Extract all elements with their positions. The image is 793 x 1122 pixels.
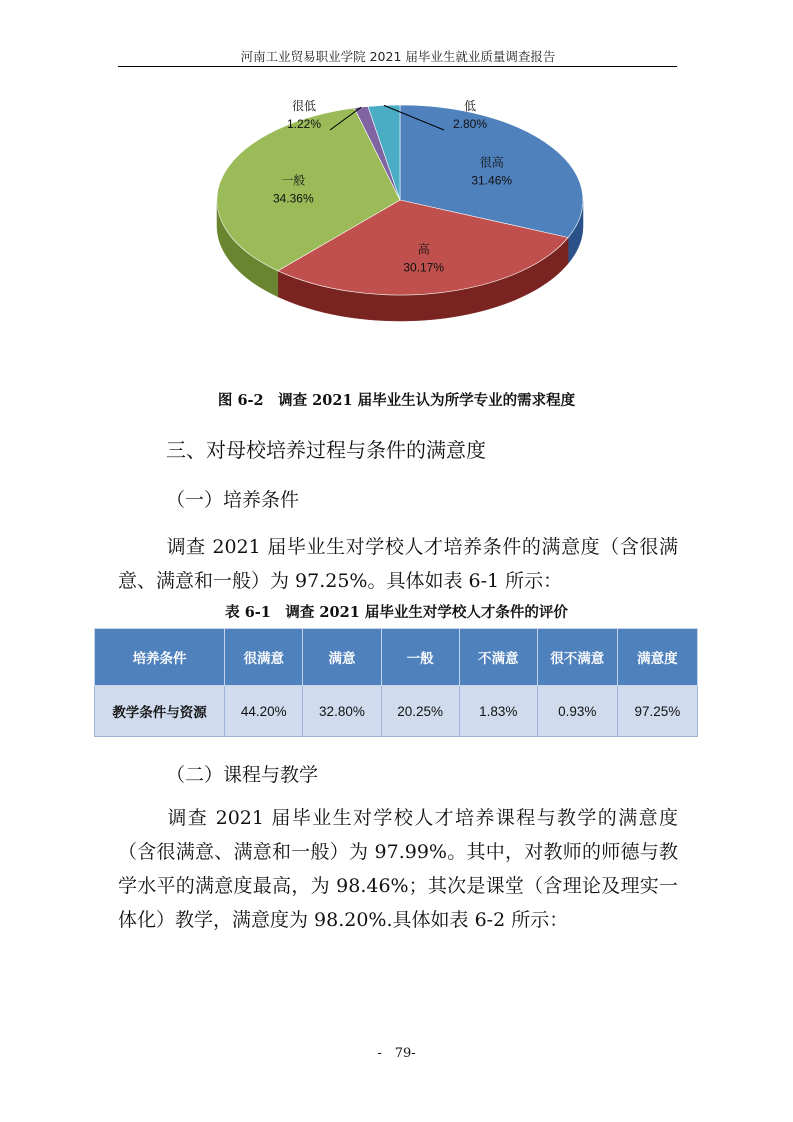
paragraph-courses-text: 调查 2021 届毕业生对学校人才培养课程与教学的满意度（含很满意、满意和一般）为 97.99%。其中，对教师的师德与教学水平的满意度最高，为 98.46%；其次是课堂（含理论及理实一体化）教学，满意度为 98.20%.具体如表 6-2 所示： bbox=[118, 807, 678, 931]
pie-data-label: 1.22% bbox=[286, 117, 322, 131]
pie-data-label: 30.17% bbox=[403, 260, 445, 275]
page-header: 河南工业贸易职业学院 2021 届毕业生就业质量调查报告 bbox=[240, 49, 556, 64]
pie-data-label: 31.46% bbox=[471, 173, 513, 188]
paragraph-conditions bbox=[118, 530, 678, 598]
table-cell: 教学条件与资源 bbox=[95, 686, 225, 737]
table-header-cell: 很不满意 bbox=[537, 629, 617, 686]
page-number: - 79- bbox=[377, 1046, 416, 1061]
subsection-heading-conditions: （一）培养条件 bbox=[166, 489, 300, 511]
subsection-heading-courses: （二）课程与教学 bbox=[166, 764, 319, 786]
header-rule bbox=[118, 66, 677, 67]
table-cell: 44.20% bbox=[225, 686, 303, 737]
pie-data-label: 34.36% bbox=[272, 191, 314, 206]
table-header-cell: 培养条件 bbox=[95, 629, 225, 686]
table-cell: 20.25% bbox=[381, 686, 459, 737]
pie-slice-label: 高 bbox=[417, 242, 430, 257]
pie-slice-label: 很低 bbox=[291, 99, 317, 113]
table-row bbox=[95, 686, 698, 737]
table-cell: 0.93% bbox=[537, 686, 617, 737]
figure-caption: 图 6-2 调查 2021 届毕业生认为所学专业的需求程度 bbox=[217, 392, 576, 409]
section-heading: 三、对母校培养过程与条件的满意度 bbox=[166, 438, 486, 462]
pie-slice-label: 很高 bbox=[479, 155, 504, 170]
paragraph-conditions-text: 调查 2021 届毕业生对学校人才培养条件的满意度（含很满意、满意和一般）为 97.25%。具体如表 6-1 所示： bbox=[118, 536, 678, 592]
pie-slice-label: 低 bbox=[463, 99, 477, 113]
pie-slice-label: 一般 bbox=[281, 173, 306, 188]
table-cell: 97.25% bbox=[617, 686, 697, 737]
table-header-cell: 一般 bbox=[381, 629, 459, 686]
table-cell: 32.80% bbox=[303, 686, 381, 737]
table-header-cell: 满意 bbox=[303, 629, 381, 686]
table-caption: 表 6-1 调查 2021 届毕业生对学校人才条件的评价 bbox=[225, 604, 568, 621]
table-cell: 1.83% bbox=[459, 686, 537, 737]
table-header-cell: 不满意 bbox=[459, 629, 537, 686]
paragraph-courses bbox=[118, 801, 678, 937]
pie-chart bbox=[180, 92, 600, 362]
table-header-cell: 很满意 bbox=[225, 629, 303, 686]
table-header-cell: 满意度 bbox=[617, 629, 697, 686]
evaluation-table bbox=[94, 628, 698, 737]
pie-data-label: 2.80% bbox=[452, 117, 488, 131]
table-header-row bbox=[95, 629, 698, 686]
